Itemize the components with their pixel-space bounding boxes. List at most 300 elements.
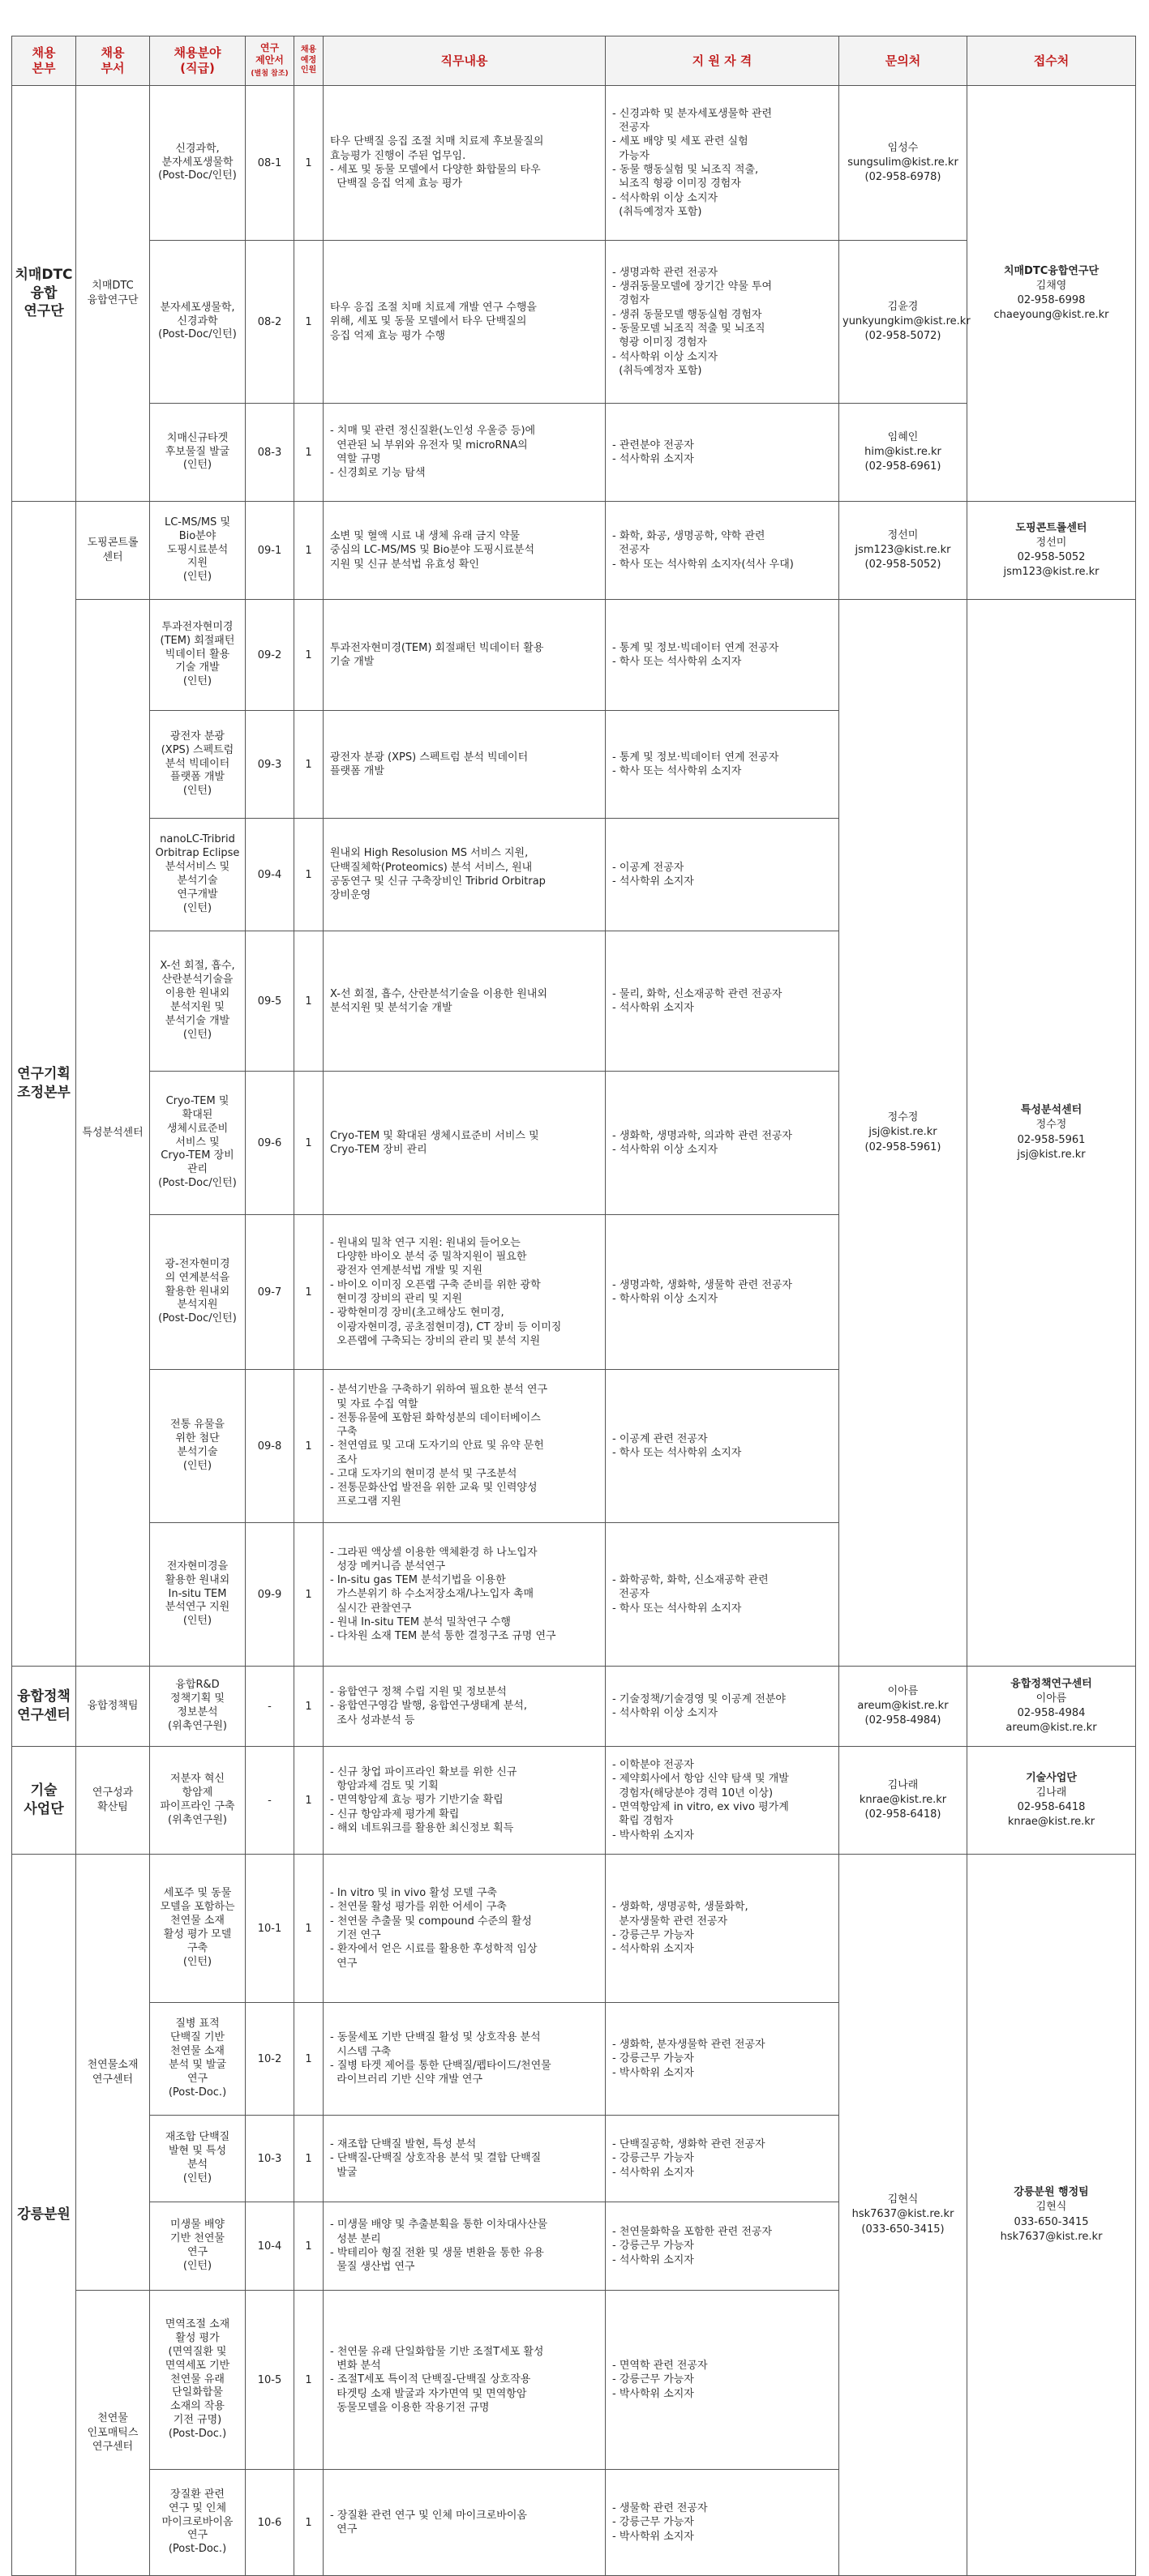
- proposal-code: 09-8: [246, 1370, 294, 1523]
- duty-cell-line: 타우 단백질 응집 조절 치매 치료제 후보물질의: [330, 135, 544, 148]
- duty-cell-line: - 치매 및 관련 정신질환(노인성 우울증 등)에: [330, 425, 536, 438]
- receiver-line: 김채영: [1035, 279, 1067, 292]
- header-count: [294, 36, 324, 86]
- contact-line: him@kist.re.kr: [864, 445, 941, 458]
- duty-cell-line: 조사: [330, 1453, 358, 1466]
- receiver-line: jsj@kist.re.kr: [1017, 1148, 1086, 1161]
- duty-cell-line: - 고대 도자기의 현미경 분석 및 구조분석: [330, 1467, 517, 1480]
- duty-cell: [324, 502, 606, 600]
- qualification-cell-line: - 학사 또는 석사학위 소지자: [612, 1602, 742, 1615]
- receiver-cell: [967, 600, 1136, 1667]
- receiver-name: 도핑콘트롤센터: [1015, 521, 1087, 534]
- duty-cell-line: 소변 및 혈액 시료 내 생체 유래 금지 약물: [330, 530, 520, 543]
- proposal-code: 09-4: [246, 819, 294, 931]
- job-field: Cryo-TEM 및 확대된 생체시료준비 서비스 및 Cryo-TEM 장비 관리 (Post-Doc/인턴): [150, 1072, 246, 1215]
- duty-cell-line: 단백질 응집 억제 효능 평가: [330, 178, 462, 190]
- hire-count: 1: [294, 2003, 324, 2116]
- duty-cell-line: 지원 및 신규 분석법 유효성 확인: [330, 558, 479, 571]
- proposal-code: 10-4: [246, 2202, 294, 2291]
- hire-count: 1: [294, 1072, 324, 1215]
- qualification-cell-line: - 학사 또는 석사학위 소지자: [612, 765, 742, 777]
- qualification-cell: [606, 1370, 839, 1523]
- qualification-cell-line: - 석사학위 소지자: [612, 1943, 694, 1956]
- qualification-cell-line: - 학사 또는 석사학위 소지자: [612, 1447, 742, 1459]
- contact-line: sungsulim@kist.re.kr: [847, 156, 958, 169]
- table-header-row: [12, 36, 1136, 86]
- receiver-line: jsm123@kist.re.kr: [1003, 566, 1100, 579]
- receiver-line: 정수정: [1035, 1119, 1067, 1132]
- hire-count: 1: [294, 1215, 324, 1370]
- job-field: 치매신규타겟 후보물질 발굴 (인턴): [150, 404, 246, 502]
- qualification-cell: [606, 2291, 839, 2470]
- header-contact-text: 문의처: [885, 53, 921, 68]
- job-field: 세포주 및 동물 모델을 포함하는 천연물 소재 활성 평가 모델 구축 (인턴): [150, 1855, 246, 2003]
- qualification-cell-line: - 천연물화학을 포함한 관련 전공자: [612, 2226, 773, 2239]
- qualification-cell: [606, 241, 839, 404]
- duty-cell: [324, 600, 606, 711]
- dept-cell: 천연물 인포매틱스 연구센터: [76, 2291, 150, 2576]
- duty-cell-line: 단백질체학(Proteomics) 분석 서비스, 원내: [330, 861, 533, 874]
- job-field: 장질환 관련 연구 및 인체 마이크로바이옴 연구 (Post-Doc.): [150, 2470, 246, 2576]
- qualification-cell-line: - 강릉근무 가능자: [612, 1929, 694, 1941]
- duty-cell-line: 발굴: [330, 2166, 358, 2179]
- hire-count: 1: [294, 1747, 324, 1855]
- qualification-cell-line: - 생물학 관련 전공자: [612, 2502, 708, 2515]
- receiver-line: 02-958-5052: [1017, 551, 1086, 563]
- duty-cell-line: - 천연물 활성 평가를 위한 어세이 구축: [330, 1901, 507, 1914]
- duty-cell-line: 분석지원 및 분석기술 개발: [330, 1002, 452, 1014]
- contact-cell: [839, 1855, 967, 2576]
- receiver-line: 김현식: [1035, 2201, 1067, 2214]
- dept-cell: 연구성과 확산팀: [76, 1747, 150, 1855]
- qualification-cell-line: 경험자: [612, 294, 650, 307]
- duty-cell: [324, 2291, 606, 2470]
- hire-count: 1: [294, 819, 324, 931]
- duty-cell: [324, 2116, 606, 2202]
- duty-cell-line: - 신경회로 기능 탐색: [330, 467, 426, 480]
- receiver-line: areum@kist.re.kr: [1005, 1722, 1097, 1735]
- proposal-code: 10-5: [246, 2291, 294, 2470]
- proposal-code: 08-2: [246, 241, 294, 404]
- contact-line: 임성수: [887, 141, 919, 154]
- job-field: LC-MS/MS 및 Bio분야 도핑시료분석 지원 (인턴): [150, 502, 246, 600]
- qualification-cell-line: - 박사학위 소지자: [612, 1829, 694, 1842]
- duty-cell-line: 오픈랩에 구축되는 장비의 관리 및 분석 지원: [330, 1334, 541, 1347]
- duty-cell: [324, 241, 606, 404]
- header-qual-text: 지 원 자 격: [692, 53, 752, 68]
- qualification-cell-line: - 신경과학 및 분자세포생물학 관련: [612, 107, 773, 120]
- dept-cell: 융합정책팀: [76, 1667, 150, 1747]
- header-code-note: (별첨 참조): [251, 70, 289, 79]
- header-hq: [12, 36, 76, 86]
- contact-cell: [839, 241, 971, 404]
- qualification-cell-line: - 석사학위 이상 소지자: [612, 350, 718, 363]
- duty-cell-line: 프로그램 지원: [330, 1496, 401, 1508]
- qualification-cell-line: - 석사학위 소지자: [612, 453, 694, 465]
- duty-cell-line: - 분석기반을 구축하기 위하여 필요한 분석 연구: [330, 1384, 548, 1397]
- duty-cell-line: 공동연구 및 신규 구축장비인 Tribrid Orbitrap: [330, 875, 546, 888]
- contact-line: yunkyungkim@kist.re.kr: [842, 315, 971, 327]
- qualification-cell-line: (취득예정자 포함): [612, 205, 702, 218]
- table-row: [12, 1667, 1136, 1747]
- duty-cell-line: - 전통유물에 포함된 화학성분의 데이터베이스: [330, 1411, 541, 1424]
- receiver-line: 02-958-6998: [1017, 294, 1086, 306]
- proposal-code: 09-5: [246, 931, 294, 1072]
- header-contact: [839, 36, 967, 86]
- duty-cell-line: - 바이오 이미징 오픈랩 구축 준비를 위한 광학: [330, 1278, 541, 1291]
- job-field: 질병 표적 단백질 기반 천연물 소재 분석 및 발굴 연구 (Post-Doc.): [150, 2003, 246, 2116]
- qualification-cell-line: - 생명과학, 생화학, 생물학 관련 전공자: [612, 1278, 792, 1291]
- header-hq-text: 채용 본부: [32, 45, 56, 75]
- qualification-cell-line: - 석사학위 소지자: [612, 2166, 694, 2179]
- receiver-cell: [967, 1855, 1136, 2576]
- qualification-cell-line: - 이학분야 전공자: [612, 1759, 694, 1772]
- hire-count: 1: [294, 404, 324, 502]
- hq-cell: 강릉분원: [12, 1855, 76, 2576]
- hire-count: 1: [294, 711, 324, 819]
- job-field: 광-전자현미경 의 연계분석을 활용한 원내외 분석지원 (Post-Doc/인턴): [150, 1215, 246, 1370]
- duty-cell-line: - In-situ gas TEM 분석기법을 이용한: [330, 1574, 506, 1587]
- job-field: 광전자 분광 (XPS) 스펙트럼 분석 빅데이터 플랫폼 개발 (인턴): [150, 711, 246, 819]
- qualification-cell-line: - 세포 배양 및 세포 관련 실험: [612, 135, 748, 148]
- table-row: [12, 600, 1136, 711]
- header-field-text: 채용분야 (직급): [174, 45, 221, 75]
- hq-cell: 융합정책 연구센터: [12, 1667, 76, 1747]
- receiver-line: 02-958-6418: [1017, 1801, 1086, 1813]
- qualification-cell-line: - 통계 및 정보·빅데이터 연계 전공자: [612, 751, 779, 764]
- duty-cell-line: - 원내 In-situ TEM 분석 밀착연구 수행: [330, 1615, 511, 1628]
- receiver-line: chaeyoung@kist.re.kr: [993, 309, 1109, 322]
- duty-cell-line: 투과전자현미경(TEM) 회절패턴 빅데이터 활용: [330, 641, 544, 654]
- duty-cell-line: - 질병 타겟 제어를 통한 단백질/펩타이드/천연물: [330, 2060, 551, 2072]
- header-code: [246, 36, 294, 86]
- duty-cell-line: - 장질환 관련 연구 및 인체 마이크로바이옴: [330, 2509, 527, 2522]
- qualification-cell-line: - 화학공학, 화학, 신소재공학 관련: [612, 1574, 769, 1587]
- recruitment-table: [11, 36, 1136, 2576]
- duty-cell-line: - 환자에서 얻은 시료를 활용한 후성학적 임상: [330, 1943, 538, 1956]
- qualification-cell: [606, 2116, 839, 2202]
- duty-cell-line: 타겟팅 소재 발굴과 자가면역 및 면역항암: [330, 2387, 527, 2400]
- contact-line: 김윤경: [887, 300, 919, 313]
- duty-cell: [324, 1370, 606, 1523]
- receiver-line: 033-650-3415: [1014, 2215, 1089, 2228]
- proposal-code: 08-1: [246, 86, 294, 241]
- duty-cell-line: 조사 성과분석 등: [330, 1714, 415, 1727]
- duty-cell-line: - 천연물 유래 단일화합물 기반 조절T세포 활성: [330, 2345, 544, 2358]
- table-row: [12, 502, 1136, 600]
- duty-cell-line: 다양한 바이오 분석 중 밀착지원이 필요한: [330, 1251, 527, 1264]
- table-row: [12, 1855, 1136, 2003]
- qualification-cell-line: - 학사 또는 석사학위 소지자: [612, 656, 742, 668]
- duty-cell-line: 연구: [330, 1957, 358, 1970]
- contact-cell: [839, 1747, 967, 1855]
- qualification-cell-line: - 강릉근무 가능자: [612, 2516, 694, 2529]
- hire-count: 1: [294, 600, 324, 711]
- header-recv-text: 접수처: [1033, 53, 1070, 68]
- contact-line: (02-958-5072): [864, 330, 941, 343]
- qualification-cell-line: 형광 이미징 경험자: [612, 336, 707, 349]
- hire-count: 1: [294, 2470, 324, 2576]
- qualification-cell-line: - 생화학, 생명과학, 의과학 관련 전공자: [612, 1129, 792, 1142]
- duty-cell-line: - 그라핀 액상셀 이용한 액체환경 하 나노입자: [330, 1546, 538, 1559]
- hire-count: 1: [294, 1855, 324, 2003]
- qualification-cell: [606, 2470, 839, 2576]
- qualification-cell-line: - 학사학위 이상 소지자: [612, 1293, 718, 1305]
- qualification-cell-line: - 강릉근무 가능자: [612, 2373, 694, 2386]
- contact-line: 김현식: [887, 2193, 919, 2206]
- qualification-cell: [606, 600, 839, 711]
- qualification-cell-line: - 이공계 관련 전공자: [612, 1432, 708, 1445]
- duty-cell-line: - 천연염료 및 고대 도자기의 안료 및 유약 문헌: [330, 1440, 544, 1453]
- qualification-cell: [606, 711, 839, 819]
- contact-line: jsm123@kist.re.kr: [855, 543, 951, 556]
- duty-cell: [324, 2202, 606, 2291]
- receiver-name: 기술사업단: [1026, 1771, 1077, 1784]
- duty-cell: [324, 819, 606, 931]
- qualification-cell-line: - 동물모델 뇌조직 적출 및 뇌조직: [612, 323, 765, 335]
- duty-cell-line: 기전 연구: [330, 1929, 381, 1941]
- duty-cell-line: 가스분위기 하 수소저장소재/나노입자 촉매: [330, 1588, 534, 1601]
- job-field: nanoLC-Tribrid Orbitrap Eclipse 분석서비스 및 분석기술 연구개발 (인턴): [150, 819, 246, 931]
- qualification-cell-line: 전공자: [612, 122, 650, 135]
- recruitment-table-wrapper: [11, 36, 1135, 2576]
- qualification-cell-line: 확립 경험자: [612, 1815, 674, 1828]
- qualification-cell-line: - 면역항암제 in vitro, ex vivo 평가계: [612, 1801, 789, 1813]
- duty-cell-line: 이광자현미경, 공초점현미경), CT 장비 등 이미징: [330, 1320, 562, 1333]
- duty-cell: [324, 1747, 606, 1855]
- receiver-name: 치매DTC융합연구단: [1003, 264, 1100, 277]
- qualification-cell: [606, 404, 839, 502]
- receiver-name: 융합정책연구센터: [1010, 1677, 1092, 1690]
- receiver-name: 강릉분원 행정팀: [1014, 2186, 1089, 2199]
- duty-cell-line: - 미생물 배양 및 추출분획을 통한 이차대사산물: [330, 2219, 548, 2232]
- contact-line: 김나래: [887, 1778, 919, 1791]
- hire-count: 1: [294, 2291, 324, 2470]
- duty-cell-line: - 조절T세포 특이적 단백질-단백질 상호작용: [330, 2373, 531, 2386]
- duty-cell-line: 역할 규명: [330, 453, 381, 465]
- qualification-cell-line: - 제약회사에서 항암 신약 탐색 및 개발: [612, 1773, 789, 1786]
- duty-cell-line: 타우 응집 조절 치매 치료제 개발 연구 수행을: [330, 302, 537, 315]
- duty-cell-line: - 신규 항암과제 평가계 확립: [330, 1808, 460, 1821]
- qualification-cell-line: - 면역학 관련 전공자: [612, 2360, 708, 2373]
- qualification-cell-line: - 관련분야 전공자: [612, 439, 694, 451]
- receiver-line: 김나래: [1035, 1786, 1067, 1799]
- proposal-code: 09-2: [246, 600, 294, 711]
- duty-cell-line: - 면역항암제 효능 평가 기반기술 확립: [330, 1794, 504, 1807]
- proposal-code: 09-7: [246, 1215, 294, 1370]
- contact-line: 이아름: [887, 1684, 919, 1697]
- qualification-cell-line: - 물리, 화학, 신소재공학 관련 전공자: [612, 987, 782, 1000]
- qualification-cell-line: - 생쥐동물모델에 장기간 약물 투여: [612, 280, 773, 293]
- duty-cell-line: - 전통문화산업 발전을 위한 교육 및 인력양성: [330, 1482, 538, 1495]
- receiver-cell: [967, 1747, 1136, 1855]
- contact-line: (02-958-5052): [864, 558, 941, 571]
- qualification-cell-line: 분자생물학 관련 전공자: [612, 1915, 728, 1928]
- proposal-code: 09-9: [246, 1523, 294, 1667]
- qualification-cell-line: - 화학, 화공, 생명공학, 약학 관련: [612, 530, 765, 543]
- job-field: 신경과학, 분자세포생물학 (Post-Doc/인턴): [150, 86, 246, 241]
- duty-cell-line: 구축: [330, 1426, 358, 1439]
- contact-line: knrae@kist.re.kr: [859, 1793, 947, 1806]
- header-dept-text: 채용 부서: [101, 45, 125, 75]
- table-row: [12, 86, 1136, 241]
- qualification-cell-line: - 강릉근무 가능자: [612, 2052, 694, 2065]
- header-recv: [967, 36, 1136, 86]
- duty-cell-line: - 신규 창업 파이프라인 확보를 위한 신규: [330, 1765, 517, 1778]
- qualification-cell-line: - 석사학위 소지자: [612, 1002, 694, 1014]
- contact-line: 정선미: [887, 528, 919, 541]
- hire-count: 1: [294, 241, 324, 404]
- qualification-cell-line: - 통계 및 정보·빅데이터 연계 전공자: [612, 641, 779, 654]
- duty-cell-line: 연구: [330, 2523, 358, 2535]
- qualification-cell-line: - 생화학, 생명공학, 생물화학,: [612, 1901, 748, 1914]
- duty-cell: [324, 1072, 606, 1215]
- qualification-cell-line: - 석사학위 소지자: [612, 875, 694, 888]
- duty-cell: [324, 2003, 606, 2116]
- qualification-cell-line: - 생화학, 분자생물학 관련 전공자: [612, 2039, 765, 2052]
- contact-line: (02-958-5961): [864, 1140, 941, 1153]
- header-dept: [76, 36, 150, 86]
- qualification-cell: [606, 1667, 839, 1747]
- proposal-code: 10-2: [246, 2003, 294, 2116]
- qualification-cell: [606, 1215, 839, 1370]
- duty-cell-line: - 박테리아 형질 전환 및 생물 변환을 통한 유용: [330, 2247, 544, 2259]
- job-field: 분자세포생물학, 신경과학 (Post-Doc/인턴): [150, 241, 246, 404]
- hq-cell: 치매DTC 융합 연구단: [12, 86, 76, 502]
- job-field: 저분자 혁신 항암제 파이프라인 구축 (위촉연구원): [150, 1747, 246, 1855]
- proposal-code: 10-1: [246, 1855, 294, 2003]
- duty-cell-line: - 해외 네트워크를 활용한 최신정보 획득: [330, 1821, 514, 1834]
- qualification-cell-line: 경험자(해당분야 경력 10년 이상): [612, 1787, 774, 1799]
- job-field: X-선 회절, 흡수, 산란분석기술을 이용한 원내외 분석지원 및 분석기술 개발 (인턴): [150, 931, 246, 1072]
- qualification-cell-line: - 석사학위 이상 소지자: [612, 1144, 718, 1156]
- contact-line: 정수정: [887, 1111, 919, 1124]
- duty-cell-line: - 융합연구영감 발행, 융합연구생태계 분석,: [330, 1700, 527, 1713]
- duty-cell: [324, 1855, 606, 2003]
- duty-cell-line: - 동물세포 기반 단백질 활성 및 상호작용 분석: [330, 2031, 541, 2044]
- qualification-cell-line: - 석사학위 이상 소지자: [612, 191, 718, 204]
- dept-cell: 특성분석센터: [76, 600, 150, 1667]
- duty-cell: [324, 1667, 606, 1747]
- duty-cell-line: 장비운영: [330, 889, 371, 902]
- contact-cell: [839, 1667, 967, 1747]
- duty-cell-line: X-선 회절, 흡수, 산란분석기술을 이용한 원내외: [330, 987, 547, 1000]
- qualification-cell-line: - 학사 또는 석사학위 소지자(석사 우대): [612, 558, 794, 571]
- contact-cell: [839, 86, 967, 241]
- duty-cell-line: - 다차원 소재 TEM 분석 통한 결정구조 규명 연구: [330, 1630, 556, 1643]
- duty-cell-line: 동물모델을 이용한 작용기전 규명: [330, 2401, 490, 2414]
- qualification-cell-line: - 동물 행동실험 및 뇌조직 적출,: [612, 164, 759, 176]
- qualification-cell: [606, 86, 839, 241]
- duty-cell-line: - 원내외 밀착 연구 지원: 원내외 들어오는: [330, 1236, 521, 1249]
- duty-cell-line: - In vitro 및 in vivo 활성 모델 구축: [330, 1887, 497, 1900]
- duty-cell-line: 연관된 뇌 부위와 유전자 및 microRNA의: [330, 439, 528, 451]
- hire-count: 1: [294, 86, 324, 241]
- duty-cell-line: 중심의 LC-MS/MS 및 Bio분야 도핑시료분석: [330, 544, 535, 557]
- qualification-cell-line: - 생쥐 동물모델 행동실험 경험자: [612, 308, 762, 321]
- dept-cell: 도핑콘트롤 센터: [76, 502, 150, 600]
- hire-count: 1: [294, 502, 324, 600]
- duty-cell-line: 광전자 분광 (XPS) 스펙트럼 분석 빅데이터: [330, 751, 529, 764]
- duty-cell-line: 항암과제 검토 및 기획: [330, 1780, 439, 1793]
- job-field: 전통 유물을 위한 첨단 분석기술 (인턴): [150, 1370, 246, 1523]
- table-row: [12, 1747, 1136, 1855]
- duty-cell-line: 성장 메커니즘 분석연구: [330, 1560, 446, 1573]
- header-count-text: 채용 예정 인원: [300, 45, 317, 75]
- qualification-cell: [606, 502, 839, 600]
- receiver-line: 정선미: [1035, 536, 1067, 549]
- hire-count: 1: [294, 1370, 324, 1523]
- qualification-cell-line: - 생명과학 관련 전공자: [612, 266, 718, 279]
- duty-cell-line: 위해, 세포 및 동물 모델에서 타우 단백질의: [330, 315, 527, 328]
- proposal-code: 08-3: [246, 404, 294, 502]
- receiver-cell: [967, 1667, 1136, 1747]
- proposal-code: 09-3: [246, 711, 294, 819]
- qualification-cell-line: - 단백질공학, 생화학 관련 전공자: [612, 2138, 765, 2151]
- duty-cell-line: 성분 분리: [330, 2232, 381, 2245]
- qualification-cell-line: (취득예정자 포함): [612, 364, 702, 377]
- duty-cell-line: 및 자료 수집 역할: [330, 1397, 418, 1410]
- receiver-line: 02-958-4984: [1017, 1707, 1086, 1719]
- hire-count: 1: [294, 2116, 324, 2202]
- duty-cell-line: 라이브러리 기반 신약 개발 연구: [330, 2073, 483, 2086]
- qualification-cell: [606, 1072, 839, 1215]
- qualification-cell: [606, 1855, 839, 2003]
- job-field: 전자현미경을 활용한 원내외 In-situ TEM 분석연구 지원 (인턴): [150, 1523, 246, 1667]
- duty-cell-line: - 재조합 단백질 발현, 특성 분석: [330, 2138, 477, 2151]
- duty-cell-line: - 천연물 추출물 및 compound 수준의 활성: [330, 1915, 532, 1928]
- qualification-cell-line: - 이공계 전공자: [612, 861, 684, 874]
- qualification-cell-line: 전공자: [612, 544, 650, 557]
- receiver-line: 02-958-5961: [1017, 1133, 1086, 1146]
- duty-cell: [324, 404, 606, 502]
- hire-count: 1: [294, 2202, 324, 2291]
- receiver-line: knrae@kist.re.kr: [1007, 1816, 1095, 1829]
- duty-cell: [324, 1523, 606, 1667]
- duty-cell-line: 물질 생산법 연구: [330, 2261, 415, 2274]
- contact-cell: [839, 600, 967, 1667]
- qualification-cell: [606, 1747, 839, 1855]
- contact-line: 임혜인: [887, 430, 919, 443]
- qualification-cell-line: - 박사학위 소지자: [612, 2530, 694, 2543]
- contact-line: areum@kist.re.kr: [857, 1699, 949, 1712]
- qualification-cell-line: - 석사학위 이상 소지자: [612, 1707, 718, 1719]
- receiver-line: hsk7637@kist.re.kr: [1000, 2230, 1103, 2243]
- qualification-cell: [606, 819, 839, 931]
- contact-line: (02-958-4984): [864, 1714, 941, 1727]
- dept-cell: 천연물소재 연구센터: [76, 1855, 150, 2291]
- hire-count: 1: [294, 1667, 324, 1747]
- duty-cell-line: Cryo-TEM 및 확대된 생체시료준비 서비스 및: [330, 1129, 539, 1142]
- qualification-cell-line: 전공자: [612, 1588, 650, 1601]
- receiver-cell: [967, 502, 1136, 600]
- contact-line: (02-958-6978): [864, 171, 941, 184]
- receiver-name: 특성분석센터: [1020, 1104, 1083, 1117]
- proposal-code: 10-6: [246, 2470, 294, 2576]
- duty-cell-line: 광전자 연계분석법 개발 및 지원: [330, 1264, 483, 1277]
- duty-cell-line: - 세포 및 동물 모델에서 다양한 화합물의 타우: [330, 164, 541, 176]
- contact-line: hsk7637@kist.re.kr: [851, 2208, 954, 2221]
- contact-line: jsj@kist.re.kr: [868, 1126, 937, 1139]
- proposal-code: 09-6: [246, 1072, 294, 1215]
- header-duty: [324, 36, 606, 86]
- duty-cell-line: Cryo-TEM 장비 관리: [330, 1144, 427, 1156]
- duty-cell-line: - 단백질-단백질 상호작용 분석 및 결합 단백질: [330, 2152, 542, 2165]
- duty-cell-line: 기술 개발: [330, 656, 375, 668]
- duty-cell-line: 응집 억제 효능 평가 수행: [330, 329, 446, 342]
- header-duty-text: 직무내용: [440, 53, 488, 68]
- receiver-cell: [967, 86, 1136, 502]
